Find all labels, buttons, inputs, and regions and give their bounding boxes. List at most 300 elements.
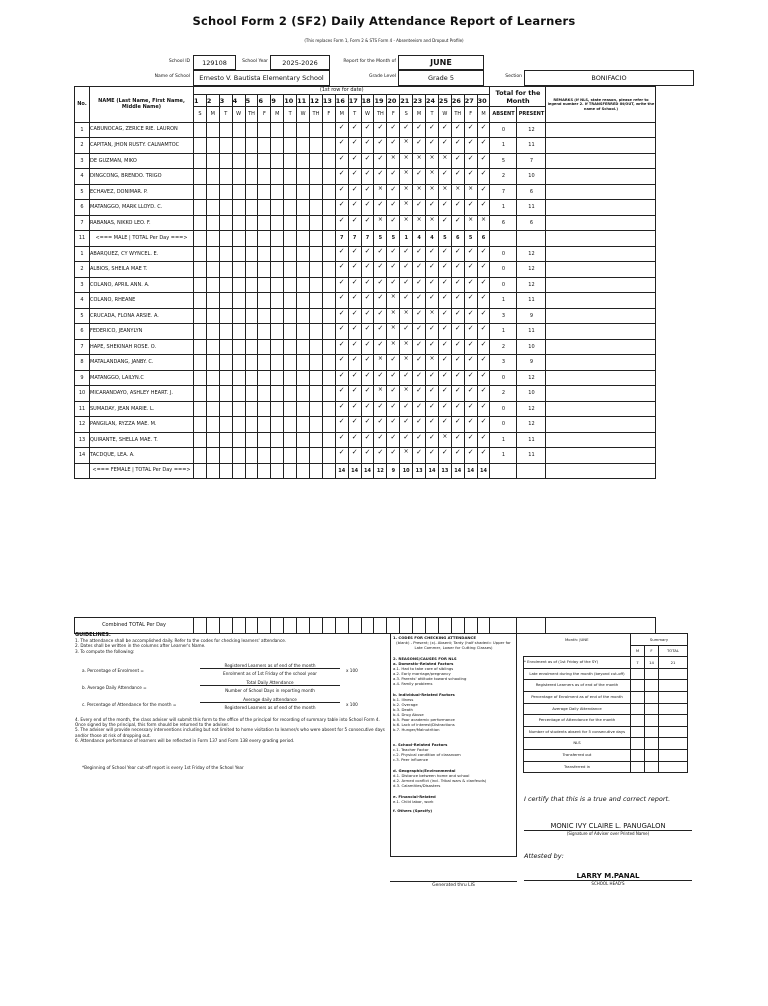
attendance-mark <box>271 215 284 231</box>
attendance-mark <box>297 417 310 433</box>
learner-absent: 0 <box>490 262 517 278</box>
attendance-mark <box>284 184 297 200</box>
attendance-mark <box>322 308 335 324</box>
form-subtitle: (This replaces Form 1, Form 2 & STS Form 4 - Absenteeism and Dropout Profile) <box>304 38 464 43</box>
day-cell: T <box>284 107 297 123</box>
learner-name: SUMADAY, JEAN MARIE. L. <box>90 401 194 417</box>
attendance-mark <box>258 401 271 417</box>
day-cell: W <box>361 107 374 123</box>
learner-name: MATANGGO, MARK LLOYD. C. <box>90 200 194 216</box>
attendance-mark: ✓ <box>387 355 400 371</box>
attendance-mark <box>258 215 271 231</box>
summary-row <box>524 715 688 727</box>
attendance-mark: ✓ <box>400 432 413 448</box>
combined-total-cell <box>361 618 374 634</box>
attendance-mark <box>194 417 207 433</box>
male-day-total <box>258 231 271 247</box>
learner-absent: 0 <box>490 370 517 386</box>
attendance-mark: ✓ <box>477 386 490 402</box>
learner-absent: 5 <box>490 153 517 169</box>
attendance-mark: ✓ <box>348 293 361 309</box>
attendance-mark: × <box>400 169 413 185</box>
attendance-mark: × <box>387 308 400 324</box>
male-day-total <box>284 231 297 247</box>
attendance-mark: ✓ <box>361 339 374 355</box>
attendance-mark: ✓ <box>413 122 426 138</box>
attendance-mark <box>297 293 310 309</box>
female-day-total <box>194 463 207 479</box>
attendance-mark: ✓ <box>426 339 439 355</box>
learner-absent: 1 <box>490 200 517 216</box>
attendance-mark: ✓ <box>361 153 374 169</box>
attendance-mark <box>245 324 258 340</box>
attendance-table <box>74 86 656 479</box>
learner-remarks <box>546 277 656 293</box>
attendance-mark: ✓ <box>477 277 490 293</box>
factor-b7: b.7. Hunger/Malnutrition <box>393 727 440 732</box>
female-day-total <box>232 463 245 479</box>
learner-name: MATANGGO, LAILYN.C <box>90 370 194 386</box>
attendance-mark <box>310 401 323 417</box>
attendance-mark <box>284 262 297 278</box>
attendance-mark <box>310 293 323 309</box>
combined-total-cell <box>438 618 451 634</box>
attendance-mark <box>322 355 335 371</box>
attendance-mark <box>258 246 271 262</box>
attendance-mark <box>194 324 207 340</box>
male-day-total <box>310 231 323 247</box>
male-day-total <box>219 231 232 247</box>
attendance-mark <box>232 324 245 340</box>
learner-name: HAPE, SHEKINAH ROSE. O. <box>90 339 194 355</box>
reasons-title: 2. REASONS/CAUSES FOR NLS <box>393 656 457 661</box>
learner-name: CABUNOCAG, ZERICE RIE. LAURON <box>90 122 194 138</box>
attendance-mark: ✓ <box>426 122 439 138</box>
attendance-mark <box>271 324 284 340</box>
summary-row-label: Percentage of Attendance for the month <box>524 715 631 727</box>
attendance-mark: ✓ <box>387 432 400 448</box>
day-cell: F <box>258 107 271 123</box>
table-row <box>75 308 656 324</box>
combined-total-cell <box>284 618 297 634</box>
attendance-mark <box>284 355 297 371</box>
attendance-mark: ✓ <box>335 417 348 433</box>
male-day-total: 1 <box>400 231 413 247</box>
attendance-mark: × <box>400 215 413 231</box>
attendance-mark: ✓ <box>477 401 490 417</box>
summary-row-total <box>659 680 688 692</box>
attendance-mark <box>194 370 207 386</box>
attendance-mark: ✓ <box>361 432 374 448</box>
learner-no: 12 <box>75 417 90 433</box>
day-cell: W <box>297 107 310 123</box>
table-row <box>75 432 656 448</box>
attendance-mark: × <box>438 153 451 169</box>
learner-remarks <box>546 200 656 216</box>
attendance-mark: ✓ <box>426 200 439 216</box>
certify-text: I certify that this is a true and correct report. <box>524 795 671 803</box>
attendance-mark <box>271 200 284 216</box>
attendance-mark <box>206 293 219 309</box>
attendance-mark: ✓ <box>335 370 348 386</box>
attendance-mark <box>284 308 297 324</box>
female-day-total: 9 <box>387 463 400 479</box>
summary-row-m <box>631 715 645 727</box>
attendance-mark <box>310 417 323 433</box>
attendance-mark: ✓ <box>438 401 451 417</box>
attendance-mark <box>232 417 245 433</box>
attendance-mark: ✓ <box>374 401 387 417</box>
attendance-mark <box>194 153 207 169</box>
learner-remarks <box>546 138 656 154</box>
attendance-mark: ✓ <box>413 370 426 386</box>
attendance-mark: ✓ <box>477 293 490 309</box>
attendance-mark <box>194 246 207 262</box>
summary-row <box>524 761 688 773</box>
factors-f-title: f. Others (Specify) <box>393 808 433 813</box>
attendance-mark <box>297 215 310 231</box>
attendance-mark <box>322 153 335 169</box>
date-cell: 18 <box>361 95 374 107</box>
attendance-mark <box>271 386 284 402</box>
summary-row-label: Transferred in <box>524 761 631 773</box>
table-row <box>75 138 656 154</box>
attendance-mark <box>322 184 335 200</box>
summary-row-m <box>631 738 645 750</box>
attendance-mark <box>271 355 284 371</box>
attendance-mark: ✓ <box>348 122 361 138</box>
combined-total-cell <box>413 618 426 634</box>
learner-absent: 0 <box>490 277 517 293</box>
learner-remarks <box>546 122 656 138</box>
attendance-mark <box>284 401 297 417</box>
day-cell: M <box>477 107 490 123</box>
female-day-total: 13 <box>413 463 426 479</box>
combined-total-wrap <box>74 617 656 634</box>
attendance-mark <box>284 370 297 386</box>
attendance-mark: ✓ <box>464 200 477 216</box>
combined-total-cell <box>374 618 387 634</box>
combined-total-cell <box>219 618 232 634</box>
form-title: School Form 2 (SF2) Daily Attendance Report of Learners <box>192 14 576 28</box>
attendance-mark <box>322 262 335 278</box>
learner-remarks <box>546 324 656 340</box>
learner-absent: 2 <box>490 169 517 185</box>
day-cell: F <box>464 107 477 123</box>
attendance-mark: ✓ <box>374 277 387 293</box>
learner-no: 14 <box>75 448 90 464</box>
attendance-mark: ✓ <box>426 262 439 278</box>
school-year-label: School Year <box>242 59 268 64</box>
attendance-mark: ✓ <box>413 432 426 448</box>
attendance-mark <box>284 417 297 433</box>
summary-row-f <box>645 703 659 715</box>
attendance-mark: ✓ <box>374 324 387 340</box>
attendance-mark <box>219 293 232 309</box>
learner-present: 10 <box>517 386 546 402</box>
attendance-mark: ✓ <box>361 277 374 293</box>
learner-no: 2 <box>75 262 90 278</box>
attendance-mark <box>194 308 207 324</box>
attendance-mark <box>322 432 335 448</box>
attendance-mark <box>322 215 335 231</box>
attendance-mark: × <box>426 153 439 169</box>
day-cell: T <box>219 107 232 123</box>
day-cell: M <box>413 107 426 123</box>
male-day-total <box>322 231 335 247</box>
attendance-mark: ✓ <box>464 277 477 293</box>
attendance-mark <box>232 401 245 417</box>
learner-remarks <box>546 308 656 324</box>
combined-total-cell <box>477 618 490 634</box>
attendance-mark: ✓ <box>374 448 387 464</box>
attendance-mark: ✓ <box>335 122 348 138</box>
male-day-total: 5 <box>374 231 387 247</box>
attendance-mark: ✓ <box>438 138 451 154</box>
attendance-mark: ✓ <box>413 277 426 293</box>
attendance-mark <box>310 339 323 355</box>
female-day-total <box>258 463 271 479</box>
attendance-mark: ✓ <box>387 184 400 200</box>
attendance-mark: ✓ <box>451 339 464 355</box>
attendance-mark <box>310 169 323 185</box>
summary-row-m <box>631 668 645 680</box>
attendance-mark: ✓ <box>387 448 400 464</box>
guideline-2: 2. Dates shall be written in the columns after Learner's Name. <box>75 643 206 649</box>
attendance-mark: × <box>387 153 400 169</box>
attendance-mark <box>284 246 297 262</box>
combined-total-cell <box>206 618 219 634</box>
learner-remarks <box>546 432 656 448</box>
female-day-total: 14 <box>348 463 361 479</box>
attendance-mark: ✓ <box>387 262 400 278</box>
attendance-mark: ✓ <box>387 246 400 262</box>
attendance-mark <box>271 153 284 169</box>
female-total-no <box>75 463 90 479</box>
attendance-mark <box>271 122 284 138</box>
attendance-mark <box>297 386 310 402</box>
learner-absent: 0 <box>490 246 517 262</box>
attendance-mark <box>194 277 207 293</box>
attendance-mark <box>232 200 245 216</box>
attendance-mark: ✓ <box>464 339 477 355</box>
attendance-mark: ✓ <box>451 215 464 231</box>
learner-absent: 0 <box>490 401 517 417</box>
attendance-mark <box>284 200 297 216</box>
attendance-mark <box>322 339 335 355</box>
learner-remarks <box>546 448 656 464</box>
attendance-mark: ✓ <box>387 401 400 417</box>
attendance-mark: ✓ <box>451 432 464 448</box>
report-month-label: Report for the Month of <box>343 59 396 64</box>
attendance-mark <box>297 184 310 200</box>
attendance-mark <box>206 184 219 200</box>
attendance-mark <box>245 432 258 448</box>
attendance-mark: ✓ <box>451 355 464 371</box>
learner-present: 12 <box>517 262 546 278</box>
female-day-total <box>310 463 323 479</box>
attendance-mark <box>258 169 271 185</box>
summary-row-label: Late enrolment during the month (beyond cut-off) <box>524 668 631 680</box>
attendance-mark <box>219 448 232 464</box>
attendance-mark <box>219 417 232 433</box>
combined-total-cell <box>517 618 546 634</box>
attendance-mark: ✓ <box>464 324 477 340</box>
learner-absent: 6 <box>490 215 517 231</box>
formula-c-num: Average daily attendance <box>200 697 340 703</box>
learner-no: 5 <box>75 184 90 200</box>
attendance-mark <box>194 169 207 185</box>
attendance-mark: ✓ <box>335 401 348 417</box>
attendance-mark <box>322 324 335 340</box>
guideline-6: 6. Attendance performance of learners will be reflected in Form 137 and Form 138 every grading period. <box>75 737 295 743</box>
attendance-mark <box>232 277 245 293</box>
attendance-mark: ✓ <box>451 386 464 402</box>
summary-row-total <box>659 749 688 761</box>
combined-total-cell <box>258 618 271 634</box>
learner-name: QUIRANTE, SHELLA MAE. T. <box>90 432 194 448</box>
attendance-mark: ✓ <box>477 370 490 386</box>
summary-row-total <box>659 715 688 727</box>
summary-row-label: Transferred out <box>524 749 631 761</box>
attendance-mark <box>284 432 297 448</box>
attendance-mark: ✓ <box>451 277 464 293</box>
attendance-mark <box>271 370 284 386</box>
attendance-mark: ✓ <box>348 432 361 448</box>
learner-name: CAPITAN, JHON RUSTY. CALNAMTOC <box>90 138 194 154</box>
attendance-mark: ✓ <box>348 324 361 340</box>
attendance-mark <box>206 277 219 293</box>
combined-total-cell <box>245 618 258 634</box>
attendance-mark: ✓ <box>451 293 464 309</box>
attendance-mark: ✓ <box>400 122 413 138</box>
combined-total-cell <box>232 618 245 634</box>
male-total-no: 11 <box>75 231 90 247</box>
factor-a2: a.2. Early marriage/pregnancy <box>393 671 451 676</box>
attendance-mark <box>219 122 232 138</box>
combined-total-cell <box>271 618 284 634</box>
female-day-total <box>206 463 219 479</box>
table-row <box>75 355 656 371</box>
date-cell: 9 <box>271 95 284 107</box>
attendance-mark <box>310 432 323 448</box>
attendance-mark <box>271 262 284 278</box>
generated-label: Generated thru LIS <box>390 881 517 888</box>
learner-no: 9 <box>75 370 90 386</box>
attendance-mark: ✓ <box>413 324 426 340</box>
learner-absent: 2 <box>490 386 517 402</box>
summary-row-total <box>659 668 688 680</box>
attendance-mark: ✓ <box>426 448 439 464</box>
attendance-mark: × <box>477 215 490 231</box>
factors-d-title: d. Geographic/Environmental <box>393 768 456 773</box>
attendance-mark: ✓ <box>400 370 413 386</box>
summary-row-m <box>631 726 645 738</box>
attendance-mark: ✓ <box>348 138 361 154</box>
attendance-mark: ✓ <box>361 308 374 324</box>
attendance-mark: ✓ <box>400 246 413 262</box>
attendance-mark <box>219 169 232 185</box>
attendance-mark: ✓ <box>374 370 387 386</box>
date-cell: 21 <box>400 95 413 107</box>
formula-a-den: Enrolment as of 1st Friday of the school year <box>223 671 317 676</box>
attendance-mark <box>322 200 335 216</box>
attendance-mark: × <box>451 184 464 200</box>
learner-present: 12 <box>517 122 546 138</box>
female-day-total <box>219 463 232 479</box>
attendance-mark <box>206 200 219 216</box>
summary-row <box>524 749 688 761</box>
attendance-mark <box>245 122 258 138</box>
learner-remarks <box>546 293 656 309</box>
attendance-mark <box>206 215 219 231</box>
attendance-mark <box>232 153 245 169</box>
attendance-mark <box>284 339 297 355</box>
attendance-mark: ✓ <box>438 417 451 433</box>
attendance-mark <box>310 277 323 293</box>
attendance-mark <box>258 386 271 402</box>
attendance-mark: × <box>464 184 477 200</box>
attendance-mark <box>194 386 207 402</box>
table-row <box>75 246 656 262</box>
attendance-mark <box>258 293 271 309</box>
grade-level-field: Grade 5 <box>398 70 484 86</box>
attendance-mark <box>245 262 258 278</box>
attendance-mark: ✓ <box>348 386 361 402</box>
attendance-mark: ✓ <box>426 370 439 386</box>
attendance-mark: × <box>438 184 451 200</box>
factor-a4: a.4. Family problems <box>393 681 433 686</box>
date-cell: 25 <box>438 95 451 107</box>
attendance-mark: ✓ <box>464 308 477 324</box>
summary-row-label: NLS <box>524 738 631 750</box>
attendance-mark: × <box>426 184 439 200</box>
attendance-mark: ✓ <box>438 355 451 371</box>
summary-row <box>524 657 688 669</box>
attendance-mark: ✓ <box>464 169 477 185</box>
attendance-mark: ✓ <box>464 417 477 433</box>
learner-no: 1 <box>75 246 90 262</box>
attendance-mark <box>206 138 219 154</box>
attendance-mark <box>194 200 207 216</box>
attendance-mark <box>322 277 335 293</box>
learner-present: 11 <box>517 138 546 154</box>
learner-present: 6 <box>517 184 546 200</box>
attendance-mark: ✓ <box>477 153 490 169</box>
attendance-mark <box>284 215 297 231</box>
learner-present: 10 <box>517 339 546 355</box>
learner-name: ECHAVEZ, DONIMAR. P. <box>90 184 194 200</box>
attendance-mark: ✓ <box>426 417 439 433</box>
attendance-mark: ✓ <box>361 293 374 309</box>
summary-m-header: M <box>631 645 645 657</box>
attendance-mark <box>194 138 207 154</box>
attendance-mark <box>245 277 258 293</box>
male-day-total: 4 <box>413 231 426 247</box>
attendance-mark <box>245 339 258 355</box>
school-id-label: School ID <box>168 59 190 64</box>
attendance-mark: ✓ <box>413 308 426 324</box>
day-cell: F <box>322 107 335 123</box>
attendance-mark <box>297 432 310 448</box>
date-cell: 4 <box>232 95 245 107</box>
attendance-mark <box>297 246 310 262</box>
attendance-mark <box>245 200 258 216</box>
attendance-mark: ✓ <box>374 138 387 154</box>
combined-total-table <box>74 617 656 634</box>
attendance-mark <box>310 324 323 340</box>
attendance-mark: ✓ <box>335 262 348 278</box>
